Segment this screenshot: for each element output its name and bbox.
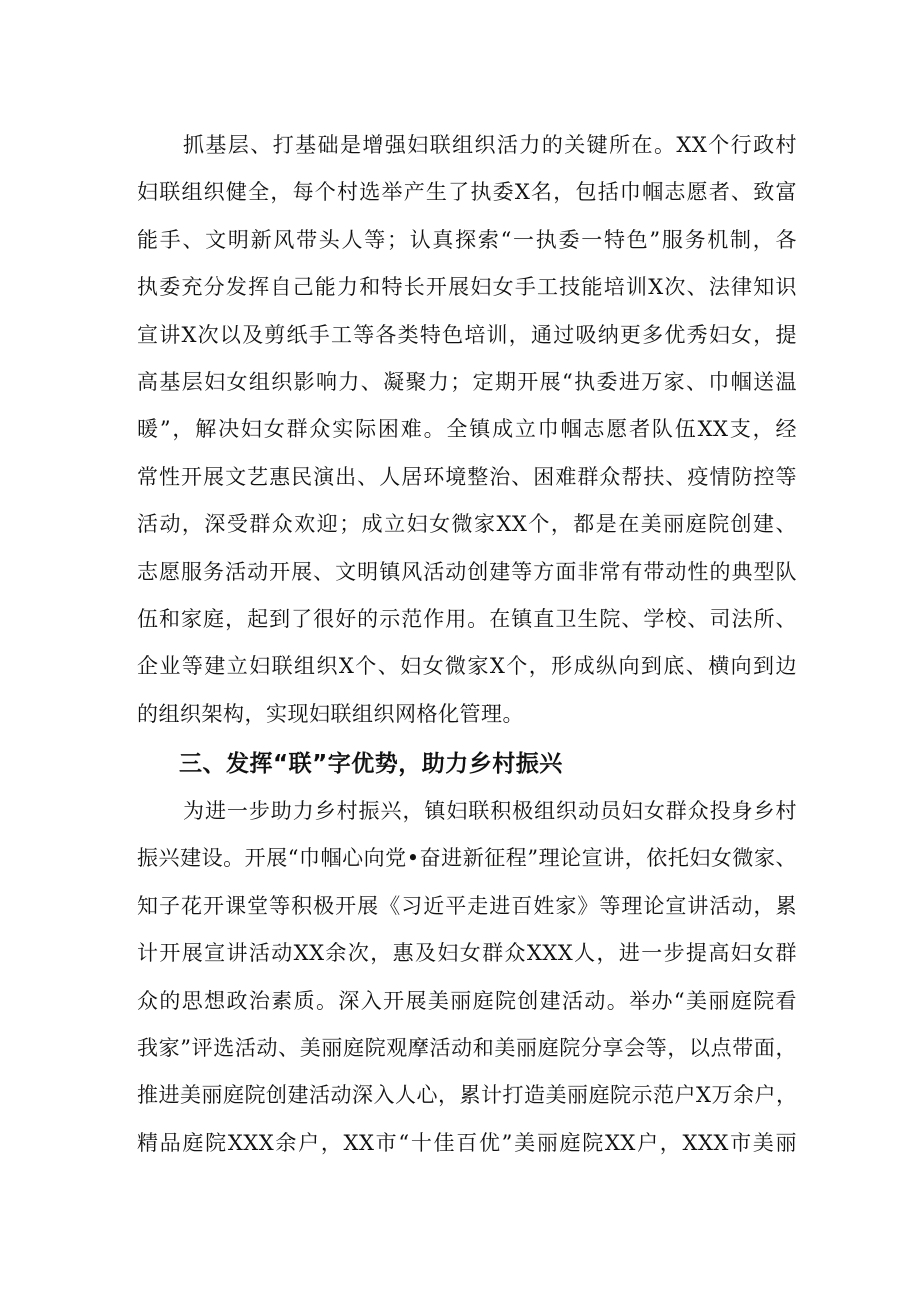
paragraph-line: 抓基层、打基础是增强妇联组织活力的关键所在。XX个行政村 bbox=[183, 133, 797, 157]
paragraph-line: 伍和家庭，起到了很好的示范作用。在镇直卫生院、学校、司法所、 bbox=[137, 606, 797, 631]
paragraph-line: 暖”，解决妇女群众实际困难。全镇成立巾帼志愿者队伍XX支，经 bbox=[137, 417, 797, 442]
paragraph-line: 计开展宣讲活动XX余次，惠及妇女群众XXX人，进一步提高妇女群 bbox=[137, 941, 797, 966]
paragraph-line: 能手、文明新风带头人等；认真探索“一执委一特色”服务机制，各 bbox=[137, 227, 797, 252]
paragraph-line: 执委充分发挥自己能力和特长开展妇女手工技能培训X次、法律知识 bbox=[137, 275, 797, 300]
paragraph-line: 企业等建立妇联组织X个、妇女微家X个，形成纵向到底、横向到边 bbox=[137, 654, 797, 679]
paragraph-line: 众的思想政治素质。深入开展美丽庭院创建活动。举办“美丽庭院看 bbox=[137, 988, 797, 1013]
paragraph-line: 精品庭院XXX余户，XX市“十佳百优”美丽庭院XX户，XXX市美丽 bbox=[137, 1130, 797, 1155]
paragraph-line: 振兴建设。开展“巾帼心向党•奋进新征程”理论宣讲，依托妇女微家、 bbox=[137, 846, 797, 871]
paragraph-line: 常性开展文艺惠民演出、人居环境整治、困难群众帮扶、疫情防控等 bbox=[137, 464, 797, 489]
paragraph-line: 知子花开课堂等积极开展《习近平走进百姓家》等理论宣讲活动，累 bbox=[137, 893, 797, 918]
paragraph-line: 活动，深受群众欢迎；成立妇女微家XX个，都是在美丽庭院创建、 bbox=[137, 512, 797, 537]
paragraph-line: 推进美丽庭院创建活动深入人心，累计打造美丽庭院示范户X万余户， bbox=[137, 1083, 798, 1108]
document-body bbox=[137, 122, 797, 1167]
section-heading: 三、发挥“联”字优势，助力乡村振兴 bbox=[179, 751, 563, 778]
paragraph-line: 妇联组织健全，每个村选举产生了执委X名，包括巾帼志愿者、致富 bbox=[137, 180, 797, 205]
paragraph-line: 的组织架构，实现妇联组织网格化管理。 bbox=[137, 701, 524, 726]
paragraph-line: 志愿服务活动开展、文明镇风活动创建等方面非常有带动性的典型队 bbox=[137, 559, 797, 584]
paragraph-line: 高基层妇女组织影响力、凝聚力；定期开展“执委进万家、巾帼送温 bbox=[137, 369, 797, 394]
paragraph-line: 宣讲X次以及剪纸手工等各类特色培训，通过吸纳更多优秀妇女，提 bbox=[137, 322, 797, 347]
paragraph-line: 我家”评选活动、美丽庭院观摩活动和美丽庭院分享会等，以点带面， bbox=[137, 1036, 797, 1061]
paragraph-line: 为进一步助力乡村振兴，镇妇联积极组织动员妇女群众投身乡村 bbox=[183, 799, 797, 824]
